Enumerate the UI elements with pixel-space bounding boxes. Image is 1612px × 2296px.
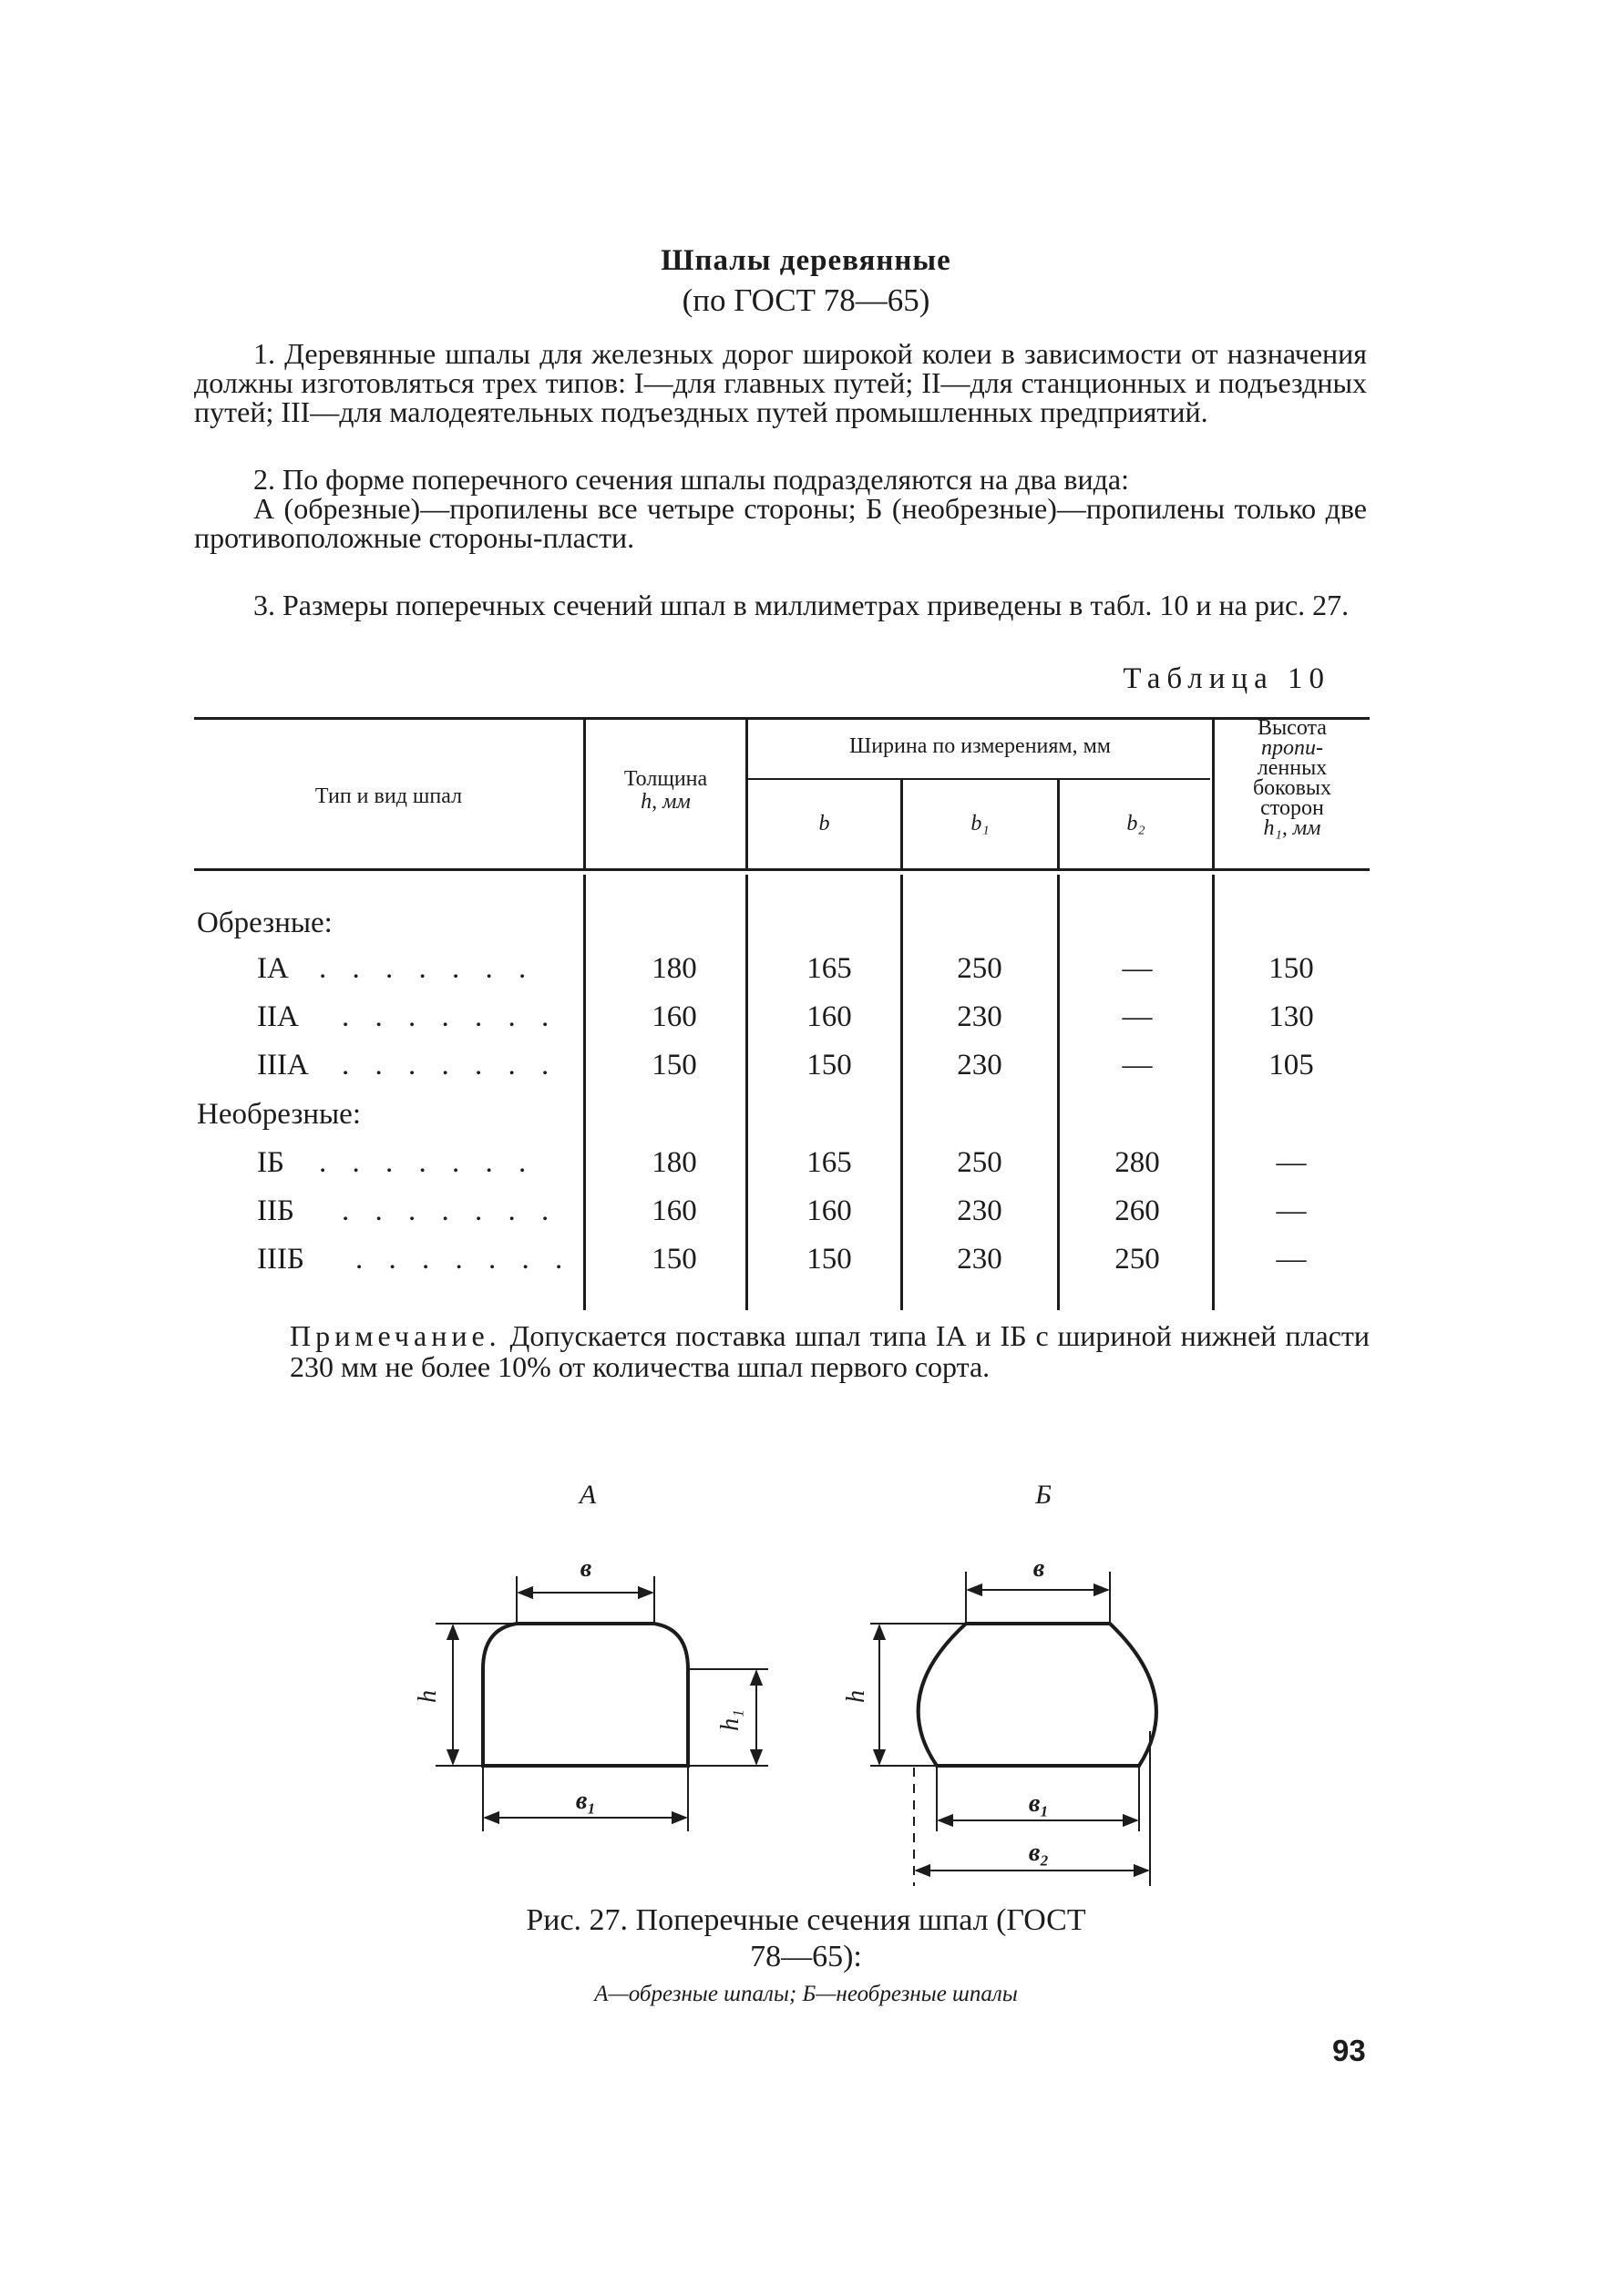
- cell-h: 180: [652, 952, 697, 985]
- row-dots: . . . . . . .: [319, 952, 536, 985]
- cell-b1: 250: [957, 952, 1002, 985]
- paragraph-2a-text: 2. По форме поперечного сечения шпалы подразделяются на два вида:: [253, 463, 1130, 496]
- cell-b: 150: [806, 1243, 852, 1276]
- paragraph-3-text: 3. Размеры поперечных сечений шпал в миллиметрах приведены в табл. 10 и на рис. 27.: [253, 589, 1350, 621]
- cell-h1: 130: [1268, 1000, 1314, 1033]
- cell-b1: 230: [957, 1194, 1002, 1227]
- label-h1-a: h₁: [716, 1709, 744, 1731]
- cell-b2: —: [1122, 952, 1153, 985]
- section-b-outline: [919, 1624, 1156, 1766]
- cell-h1: 150: [1268, 952, 1314, 985]
- header-height-line6: h₁, мм: [1263, 816, 1321, 840]
- header-thickness-line2: h, мм: [641, 790, 691, 814]
- section-a-outline: [483, 1624, 688, 1766]
- note-label: Примечание.: [290, 1319, 501, 1352]
- figure-caption-line2: 78—65):: [750, 1940, 862, 1973]
- label-b1-a: в₁: [575, 1787, 597, 1815]
- cell-b2: —: [1122, 1000, 1153, 1033]
- header-type: Тип и вид шпал: [314, 784, 463, 808]
- row-dots: . . . . . . .: [342, 1000, 559, 1033]
- figure-caption: [0, 1902, 1612, 1975]
- cell-b: 150: [806, 1049, 852, 1081]
- label-b-a: в: [580, 1554, 592, 1583]
- header-b1: b₁: [970, 812, 990, 835]
- cell-b: 160: [806, 1194, 852, 1227]
- row-dots: . . . . . . .: [342, 1049, 559, 1081]
- label-h-a: h: [414, 1690, 442, 1703]
- figure-label-b: Б: [1035, 1480, 1052, 1510]
- figure-legend: А—обрезные шпалы; Б—необрезные шпалы: [594, 1982, 1018, 2006]
- table-caption: Таблица 10: [1123, 662, 1330, 695]
- cell-h: 180: [652, 1146, 697, 1179]
- header-height-line2: пропи-: [1261, 736, 1323, 760]
- figure-caption-line1: Рис. 27. Поперечные сечения шпал (ГОСТ: [526, 1903, 1086, 1937]
- cell-b2: 280: [1114, 1146, 1160, 1179]
- cell-h: 160: [652, 1000, 697, 1033]
- cell-h1: 105: [1268, 1049, 1314, 1081]
- cell-h1: —: [1276, 1243, 1307, 1276]
- cell-b: 165: [806, 952, 852, 985]
- figure-label-a: А: [579, 1480, 597, 1510]
- cell-b1: 250: [957, 1146, 1002, 1179]
- row-name: IIIА: [257, 1049, 309, 1081]
- label-b-b: в: [1032, 1554, 1045, 1583]
- label-b1-b: в₁: [1028, 1789, 1050, 1818]
- cell-b2: —: [1122, 1049, 1153, 1081]
- page-number: 93: [1332, 2034, 1366, 2067]
- group-label-obreznye: Обрезные:: [197, 907, 333, 939]
- cell-b: 165: [806, 1146, 852, 1179]
- cell-h: 160: [652, 1194, 697, 1227]
- cell-b1: 230: [957, 1243, 1002, 1276]
- cell-h1: —: [1276, 1146, 1307, 1179]
- cell-h: 150: [652, 1243, 697, 1276]
- header-thickness-line1: Толщина: [623, 767, 708, 791]
- header-height-line4: боковых: [1252, 776, 1332, 800]
- header-height-line5: сторон: [1260, 796, 1324, 820]
- cell-b1: 230: [957, 1000, 1002, 1033]
- paragraph-1-text: 1. Деревянные шпалы для железных дорог широкой колеи в зависимости от назначения должны изготовляться трех типов: I—для главных путей; II—для станционных и подъездных путей; III—для малодеятельных подъездных путей промышленных предприятий.: [194, 337, 1367, 428]
- header-b2: b₂: [1126, 812, 1145, 835]
- header-height-line3: ленных: [1257, 756, 1328, 780]
- row-name: IIIБ: [257, 1243, 304, 1276]
- section-b-diagram: [870, 1572, 1156, 1886]
- paragraph-2b-text: А (обрезные)—пропилены все четыре стороны; Б (необрезные)—пропилены только две противоположные стороны-пласти.: [194, 492, 1367, 554]
- label-h-b: h: [842, 1690, 870, 1703]
- group-label-neobreznye: Необрезные:: [197, 1098, 362, 1131]
- row-name: IА: [257, 952, 289, 985]
- cell-b1: 230: [957, 1049, 1002, 1081]
- cell-b2: 250: [1114, 1243, 1160, 1276]
- label-b2-b: в₂: [1028, 1839, 1050, 1867]
- row-dots: . . . . . . .: [355, 1243, 572, 1276]
- page-subtitle: (по ГОСТ 78—65): [682, 282, 930, 318]
- cell-b: 160: [806, 1000, 852, 1033]
- header-b: b: [818, 812, 830, 835]
- row-dots: . . . . . . .: [319, 1146, 536, 1179]
- row-name: IIБ: [257, 1194, 294, 1227]
- header-width-group: Ширина по измерениям, мм: [848, 734, 1111, 758]
- row-name: IIА: [257, 1000, 299, 1033]
- cell-h: 150: [652, 1049, 697, 1081]
- row-name: IБ: [257, 1146, 284, 1179]
- row-dots: . . . . . . .: [342, 1194, 559, 1227]
- note-text: Допускается поставка шпал типа IА и IБ с шириной нижней пласти 230 мм не более 10% от количества шпал первого сорта.: [290, 1319, 1370, 1383]
- cell-h1: —: [1276, 1194, 1307, 1227]
- cell-b2: 260: [1114, 1194, 1160, 1227]
- header-height-line1: Высота: [1258, 716, 1327, 740]
- section-a-diagram: [436, 1576, 768, 1831]
- page-title: Шпалы деревянные: [661, 244, 951, 277]
